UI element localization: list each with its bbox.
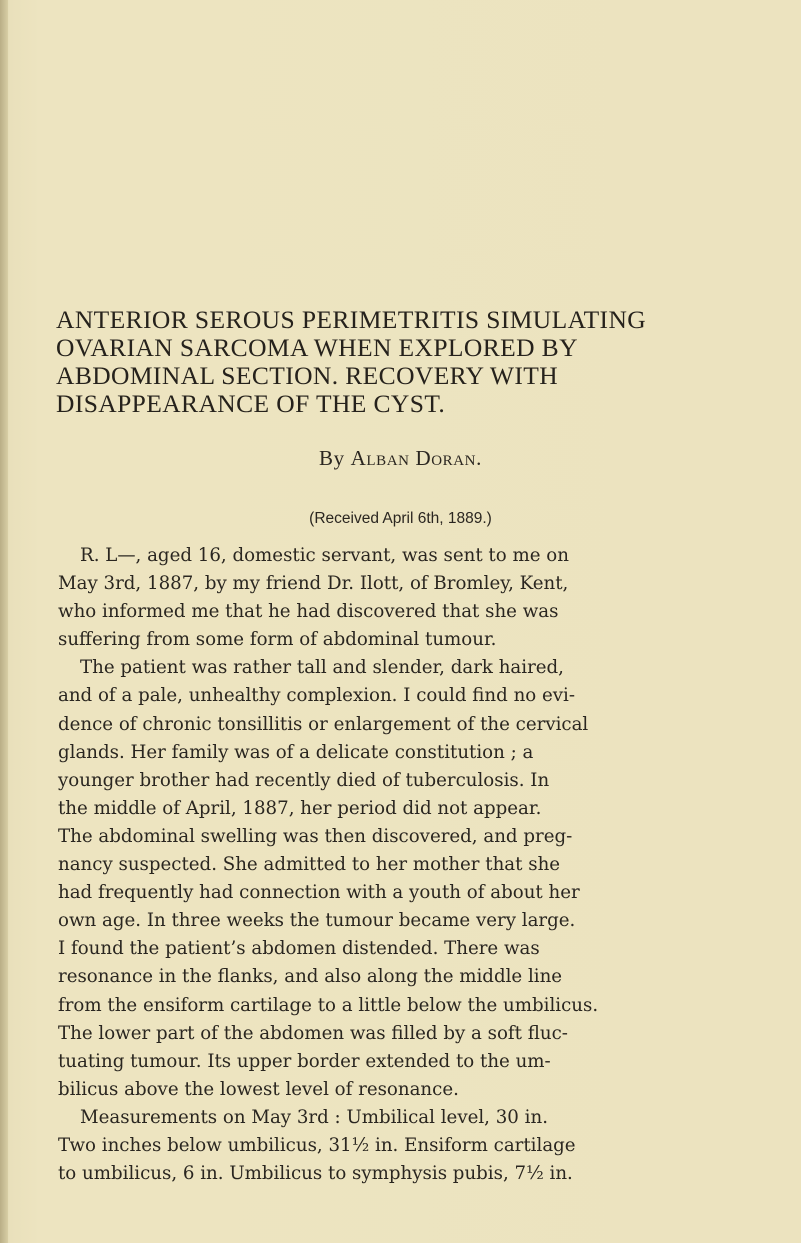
body-line: The lower part of the abdomen was filled by a soft fluc- [58,1022,568,1044]
body-line: had frequently had connection with a youth of about her [58,882,580,904]
byline-prefix: By [319,446,351,470]
body-line: who informed me that he had discovered that she was [58,601,559,623]
body-line: suffering from some form of abdominal tumour. [58,629,497,651]
body-line: resonance in the flanks, and also along the middle line [58,966,563,988]
body-line: younger brother had recently died of tuberculosis. In [58,769,550,791]
body-line: to umbilicus, 6 in. Umbilicus to symphysis pubis, 7½ in. [58,1163,573,1185]
body-line: Measurements on May 3rd : Umbilical level, 30 in. [80,1106,548,1128]
title-line: OVARIAN SARCOMA WHEN EXPLORED BY [56,333,578,362]
body-line: own age. In three weeks the tumour became very large. [58,910,576,932]
body-line: nancy suspected. She admitted to her mother that she [58,854,561,876]
body-line: the middle of April, 1887, her period did not appear. [58,797,542,819]
page-binding-edge [0,0,8,1243]
body-line: The patient was rather tall and slender, dark haired, [80,657,564,679]
byline [0,446,801,471]
body-line: I found the patient’s abdomen distended. There was [58,938,540,960]
body-line: tuating tumour. Its upper border extended to the um- [58,1050,551,1072]
body-line: glands. Her family was of a delicate constitution ; a [58,741,534,763]
article-body [58,542,758,1188]
article-title [56,306,776,418]
received-date: (Received April 6th, 1889.) [309,510,492,527]
body-line: dence of chronic tonsillitis or enlargement of the cervical [58,713,589,735]
title-line: ABDOMINAL SECTION. RECOVERY WITH [56,361,559,390]
title-line: ANTERIOR SEROUS PERIMETRITIS SIMULATING [56,305,647,334]
body-line: and of a pale, unhealthy complexion. I could find no evi- [58,685,576,707]
body-line: Two inches below umbilicus, 31½ in. Ensiform cartilage [58,1134,576,1156]
body-line: from the ensiform cartilage to a little below the umbilicus. [58,994,599,1016]
body-line: The abdominal swelling was then discovered, and preg- [58,825,573,847]
author-name: Alban Doran. [350,446,482,470]
body-line: R. L—, aged 16, domestic servant, was sent to me on [80,545,569,566]
body-line: bilicus above the lowest level of resonance. [58,1078,459,1100]
title-line: DISAPPEARANCE OF THE CYST. [56,389,446,418]
body-line: May 3rd, 1887, by my friend Dr. Ilott, of Bromley, Kent, [58,573,569,595]
